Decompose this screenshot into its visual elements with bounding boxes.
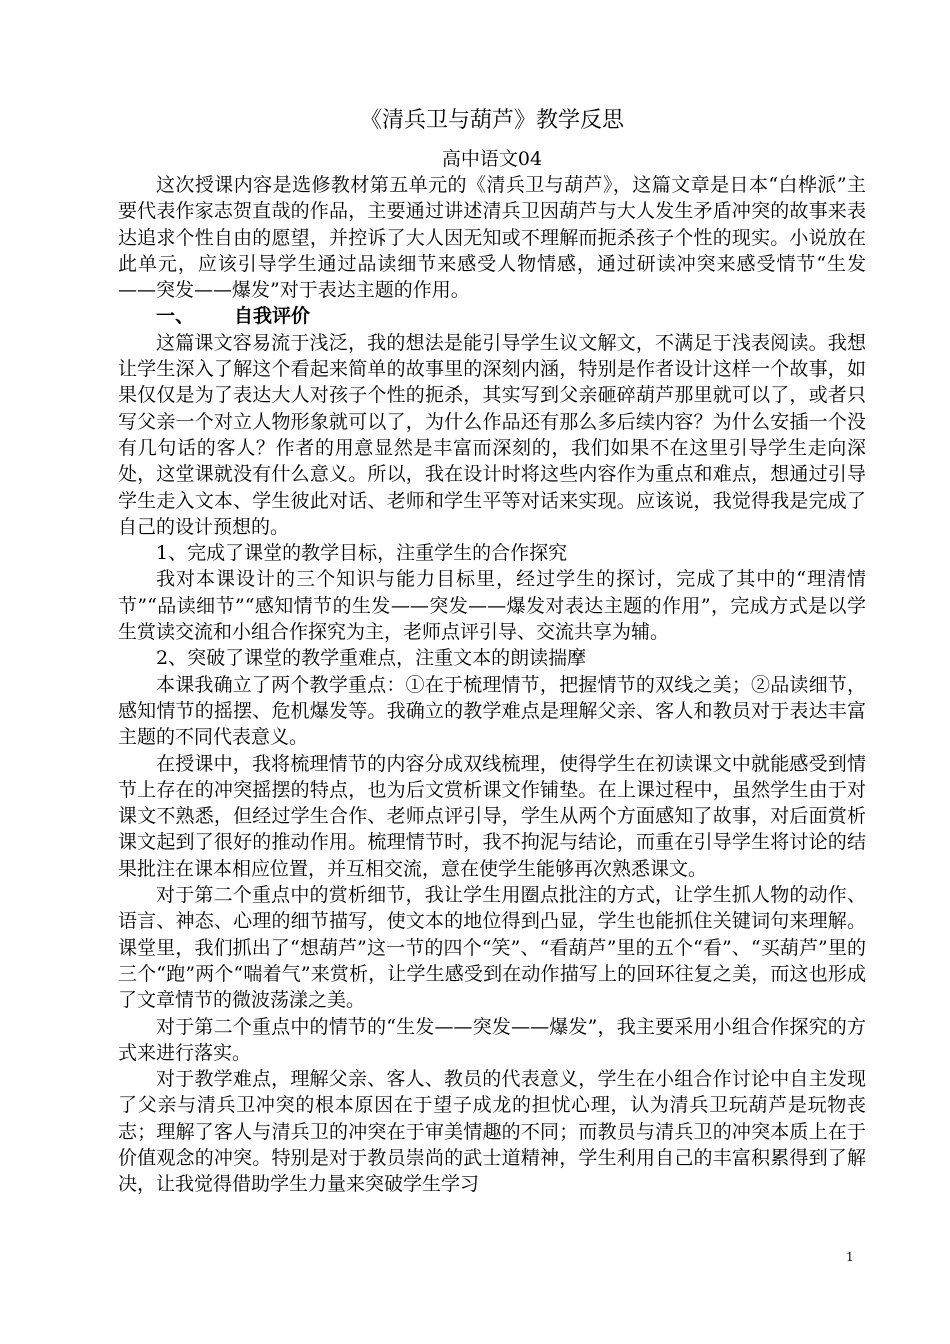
document-subtitle: 高中语文04 <box>441 148 543 170</box>
subheading-paragraph: 1、完成了课堂的教学目标，注重学生的合作探究 <box>156 542 568 565</box>
body-paragraph: 对于第二个重点中的情节的“生发——突发——爆发”，我主要采用小组合作探究的方式来进行落实。 <box>118 1015 866 1064</box>
section-heading-number: 一、 <box>156 305 195 328</box>
intro-paragraph: 这次授课内容是选修教材第五单元的《清兵卫与葫芦》，这篇文章是日本“白桦派”主要代表作家志贺直哉的作品，主要通过讲述清兵卫因葫芦与大人发生矛盾冲突的故事来表达追求个性自由的愿望，并控诉了大人因无知或不理解而扼杀孩子个性的现实。小说放在此单元，应该引导学生通过品读细节来感受人物情感，通过研读冲突来感受情节“生发——突发——爆发”对于表达主题的作用。 <box>118 174 866 302</box>
subheading-paragraph: 2、突破了课堂的教学重难点，注重文本的朗读揣摩 <box>156 647 587 670</box>
body-paragraph: 对于教学难点，理解父亲、客人、教员的代表意义，学生在小组合作讨论中自主发现了父亲与清兵卫冲突的根本原因在于望子成龙的担忧心理，认为清兵卫玩葫芦是玩物丧志；理解了客人与清兵卫的冲突在于审美情趣的不同；而教员与清兵卫的冲突本质上在于价值观念的冲突。特别是对于教员崇尚的武士道精神，学生利用自己的丰富积累得到了解决，让我觉得借助学生力量来突破学生学习 <box>118 1068 866 1196</box>
page-number: 1 <box>846 1250 854 1264</box>
section-heading <box>118 303 866 329</box>
body-paragraph: 本课我确立了两个教学重点：①在于梳理情节，把握情节的双线之美；②品读细节，感知情节的摇摆、危机爆发等。我确立的教学难点是理解父亲、客人和教员对于表达丰富主题的不同代表意义。 <box>118 673 866 749</box>
section-heading-text: 自我评价 <box>234 305 311 328</box>
body-paragraph: 对于第二个重点中的赏析细节，我让学生用圈点批注的方式，让学生抓人物的动作、语言、神态、心理的细节描写，使文本的地位得到凸显，学生也能抓住关键词句来理解。课堂里，我们抓出了“想葫芦”这一节的四个“笑”、“看葫芦”里的五个“看”、“买葫芦”里的三个“跑”两个“喘着气”来赏析，让学生感受到在动作描写上的回环往复之美，而这也形成了文章情节的微波荡漾之美。 <box>118 884 866 1012</box>
body-paragraph: 在授课中，我将梳理情节的内容分成双线梳理，使得学生在初读课文中就能感受到情节上存在的冲突摇摆的特点，也为后文赏析课文作铺垫。在上课过程中，虽然学生由于对课文不熟悉，但经过学生合作、老师点评引导，学生从两个方面感知了故事，对后面赏析课文起到了很好的推动作用。梳理情节时，我不拘泥与结论，而重在引导学生将讨论的结果批注在课本相应位置，并互相交流，意在使学生能够再次熟悉课文。 <box>118 752 866 880</box>
document-title: 《清兵卫与葫芦》教学反思 <box>359 108 624 133</box>
body-paragraph: 这篇课文容易流于浅泛，我的想法是能引导学生议文解文，不满足于浅表阅读。我想让学生深入了解这个看起来简单的故事里的深刻内涵，特别是作者设计这样一个故事，如果仅仅是为了表达大人对孩子个性的扼杀，其实写到父亲砸碎葫芦那里就可以了，或者只写父亲一个对立人物形象就可以了，为什么作品还有那么多后续内容？为什么安插一个没有几句话的客人？作者的用意显然是丰富而深刻的，我们如果不在这里引导学生走向深处，这堂课就没有什么意义。所以，我在设计时将这些内容作为重点和难点，想通过引导学生走入文本、学生彼此对话、老师和学生平等对话来实现。应该说，我觉得我是完成了自己的设计预想的。 <box>118 331 866 538</box>
document-body <box>118 104 866 1198</box>
body-paragraph: 我对本课设计的三个知识与能力目标里，经过学生的探讨，完成了其中的“理清情节”“品读细节”“感知情节的生发——突发——爆发对表达主题的作用”，完成方式是以学生赏读交流和小组合作探究为主，老师点评引导、交流共享为辅。 <box>118 568 866 644</box>
